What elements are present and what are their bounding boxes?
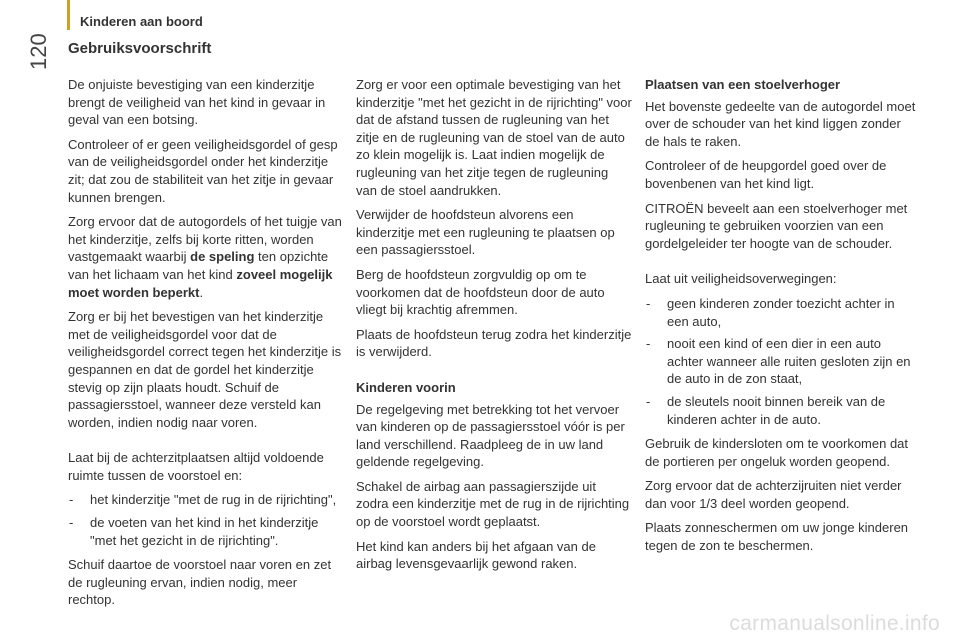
list-item: - het kinderzitje "met de rug in de rijrichting", [68, 491, 342, 509]
paragraph: CITROËN beveelt aan een stoelverhoger met rugleuning te gebruiken voorzien van een gordelgeleider ter hoogte van de schouder. [645, 200, 908, 251]
bold-text: de speling [190, 249, 255, 265]
paragraph: Zorg er bij het bevestigen van het kinderzitje met de veiligheidsgordel voor dat de veiligheidsgordel correct tegen het kinderzitje is gespannen en dat de gordel het kinderzitje stevig op zijn plaats houdt. Schuif de passagiersstoel, wanneer deze versteld kan worden, indien nodig naar voren. [68, 309, 342, 430]
page-heading: Gebruiksvoorschrift [68, 40, 212, 57]
paragraph: Gebruik de kindersloten om te voorkomen dat de portieren per ongeluk worden geopend. [645, 436, 909, 469]
paragraph: Zorg er voor een optimale bevestiging van het kinderzitje "met het gezicht in de rijrichting" voor dat de afstand tussen de rugleuning van het zitje en de rugleuning van de stoel van de auto zo klein mogelijk is. Laat indien mogelijk de rugleuning van het zitje tegen de rugleuning van de stoel aandrukken. [356, 77, 632, 198]
column-1 [68, 76, 342, 616]
text: ten opzichte van het lichaam van het kind [68, 249, 329, 282]
paragraph: Controleer of de heupgordel goed over de bovenbenen van het kind ligt. [645, 158, 887, 191]
page-number: 120 [26, 33, 51, 70]
paragraph: Controleer of er geen veiligheidsgordel of gesp van de veiligheidsgordel onder het kinderzitje zit; dat zou de stabiliteit van het zitje in gevaar kunnen brengen. [68, 136, 338, 205]
subheading-stoelverhoger: Plaatsen van een stoelverhoger [645, 77, 841, 92]
list-item: - de sleutels nooit binnen bereik van de kinderen achter in de auto. [645, 393, 917, 428]
text: Zorg ervoor dat de autogordels of het tuigje van het kinderzitje, zelfs bij korte ritten, worden vastgemaakt waarbij [68, 214, 342, 265]
paragraph: Het bovenste gedeelte van de autogordel moet over de schouder van het kind liggen zonder de hals te raken. [645, 98, 916, 149]
paragraph: Plaats de hoofdsteun terug zodra het kinderzitje is verwijderd. [356, 326, 632, 360]
paragraph: Het kind kan anders bij het afgaan van de airbag levensgevaarlijk gewond raken. [356, 538, 596, 572]
paragraph: Laat uit veiligheidsoverwegingen: [645, 271, 837, 287]
paragraph: Schakel de airbag aan passagierszijde uit zodra een kinderzitje met de rug in de rijrichting op de voorstoel wordt geplaatst. [356, 478, 630, 530]
list-item: - geen kinderen zonder toezicht achter in een auto, [645, 295, 917, 330]
section-accent-bar [67, 0, 70, 30]
paragraph: De onjuiste bevestiging van een kinderzitje brengt de veiligheid van het kind in gevaar in geval van een botsing. [68, 77, 326, 128]
text: . [199, 284, 204, 300]
paragraph: Schuif daartoe de voorstoel naar voren en zet de rugleuning ervan, indien nodig, meer rechtop. [68, 557, 332, 608]
paragraph: De regelgeving met betrekking tot het vervoer van kinderen op de passagiersstoel vóór is per land verschillend. Raadpleeg de in uw land geldende regelgeving. [356, 401, 625, 470]
paragraph: Plaats zonneschermen om uw jonge kinderen tegen de zon te beschermen. [645, 520, 909, 554]
column-2 [356, 76, 632, 580]
list-item: - nooit een kind of een dier in een auto achter wanneer alle ruiten gesloten zijn en de auto in de zon staat, [645, 335, 917, 388]
subheading-kinderen-voorin: Kinderen voorin [356, 379, 456, 395]
bullet-list [645, 295, 917, 428]
bullet-list [68, 491, 342, 549]
watermark: carmanualsonline.info [729, 612, 940, 635]
paragraph: Zorg ervoor dat de achterzijruiten niet verder dan voor 1/3 deel worden geopend. [645, 478, 902, 511]
paragraph: Verwijder de hoofdsteun alvorens een kinderzitje met een rugleuning te plaatsen op een passagiersstoel. [356, 207, 615, 258]
list-item: - de voeten van het kind in het kinderzitje "met het gezicht in de rijrichting". [68, 514, 342, 549]
column-3 [645, 76, 917, 562]
bold-text: zoveel mogelijk moet worden beperkt [68, 266, 333, 300]
paragraph: Berg de hoofdsteun zorgvuldig op om te voorkomen dat de hoofdsteun door de auto vliegt bij krachtig afremmen. [356, 266, 605, 318]
paragraph: Laat bij de achterzitplaatsen altijd voldoende ruimte tussen de voorstoel en: [68, 450, 324, 483]
paragraph [68, 213, 342, 301]
section-title: Kinderen aan boord [80, 14, 203, 29]
